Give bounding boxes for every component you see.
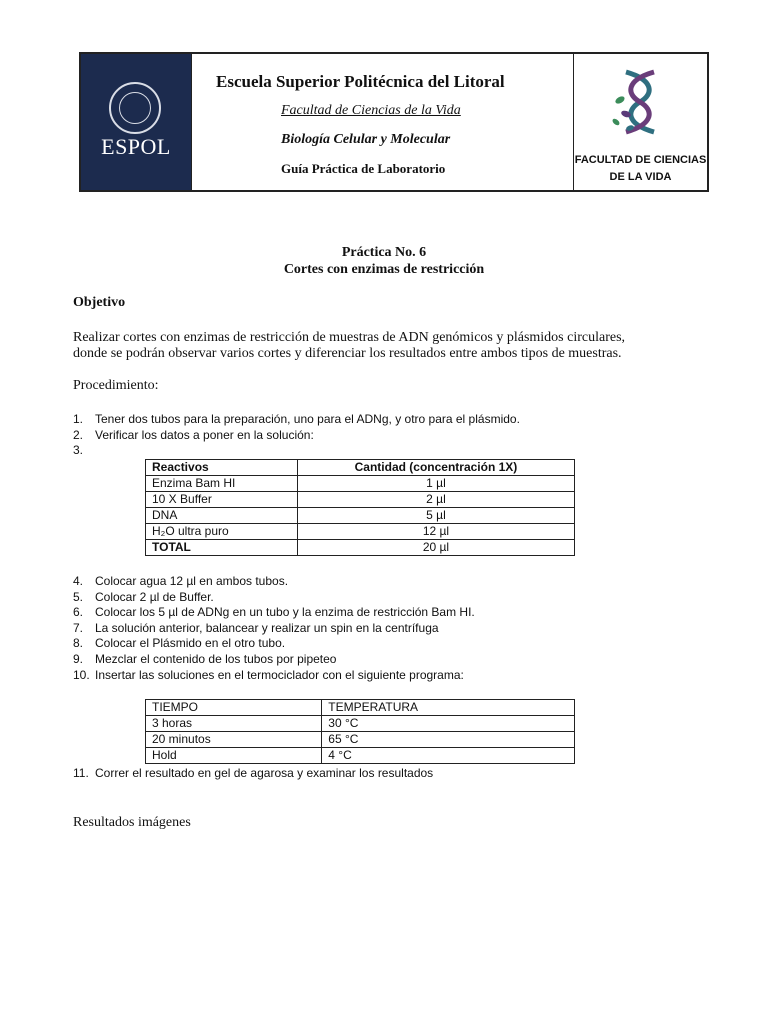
reagents-table	[145, 459, 575, 556]
objective-heading: Objetivo	[73, 295, 126, 310]
faculty-name: Facultad de Ciencias de la Vida	[281, 103, 461, 118]
course-name: Biología Celular y Molecular	[281, 132, 451, 147]
list-item: 3.	[73, 443, 84, 458]
table-header-row: Reactivos Cantidad (concentración 1X)	[146, 460, 575, 476]
table-row: DNA 5 µl	[146, 508, 575, 524]
table-row: 20 minutos 65 °C	[146, 732, 575, 748]
table-row: H₂O ultra puro 12 µl	[146, 524, 575, 540]
espol-logo-text: ESPOL	[101, 134, 171, 159]
table-row: Hold 4 °C	[146, 748, 575, 764]
list-item: 8. Colocar el Plásmido en el otro tubo.	[73, 636, 286, 651]
list-item: 9. Mezclar el contenido de los tubos por pipeteo	[73, 651, 337, 666]
table-row: TOTAL 20 µl	[146, 540, 575, 556]
espol-seal-icon	[109, 82, 161, 134]
institution-name: Escuela Superior Politécnica del Litoral	[216, 72, 505, 91]
list-item: 6. Colocar los 5 µl de ADNg en un tubo y la enzima de restricción Bam HI.	[73, 605, 475, 620]
table-row: 3 horas 30 °C	[146, 716, 575, 732]
document-header	[79, 52, 709, 192]
faculty-label-line1: FACULTAD DE CIENCIAS	[574, 154, 707, 166]
table-header-row: TIEMPO TEMPERATURA	[146, 700, 575, 716]
practice-number: Práctica No. 6	[341, 245, 427, 260]
practice-title: Cortes con enzimas de restricción	[283, 262, 485, 277]
procedure-heading: Procedimiento:	[73, 378, 159, 393]
faculty-logo-block	[574, 54, 707, 190]
list-item: 2. Verificar los datos a poner en la solución:	[73, 427, 314, 442]
list-item: 5. Colocar 2 µl de Buffer.	[73, 589, 214, 604]
results-heading: Resultados imágenes	[73, 815, 191, 830]
objective-line-2: donde se podrán observar varios cortes y diferenciar los resultados entre ambos tipos de muestras.	[73, 346, 622, 361]
thermocycler-program-table	[145, 699, 575, 764]
list-item: 10. Insertar las soluciones en el termociclador con el siguiente programa:	[73, 667, 464, 682]
list-item: 4. Colocar agua 12 µl en ambos tubos.	[73, 574, 289, 588]
table-row: Enzima Bam HI 1 µl	[146, 476, 575, 492]
guide-title: Guía Práctica de Laboratorio	[281, 161, 446, 176]
steps-list-a	[73, 412, 520, 459]
objective-line-1: Realizar cortes con enzimas de restricción de muestras de ADN genómicos y plásmidos circulares,	[73, 330, 626, 345]
faculty-label	[574, 152, 707, 186]
steps-list-b	[73, 574, 475, 683]
steps-list-c	[73, 766, 433, 782]
table-row: 10 X Buffer 2 µl	[146, 492, 575, 508]
list-item: 11. Correr el resultado en gel de agarosa y examinar los resultados	[73, 766, 434, 780]
list-item: 7. La solución anterior, balancear y realizar un spin en la centrífuga	[73, 620, 439, 635]
faculty-label-line2: DE LA VIDA	[609, 171, 672, 183]
list-item: 1. Tener dos tubos para la preparación, uno para el ADNg, y otro para el plásmido.	[73, 412, 520, 426]
espol-logo	[81, 54, 192, 190]
dna-helix-icon	[604, 66, 684, 138]
